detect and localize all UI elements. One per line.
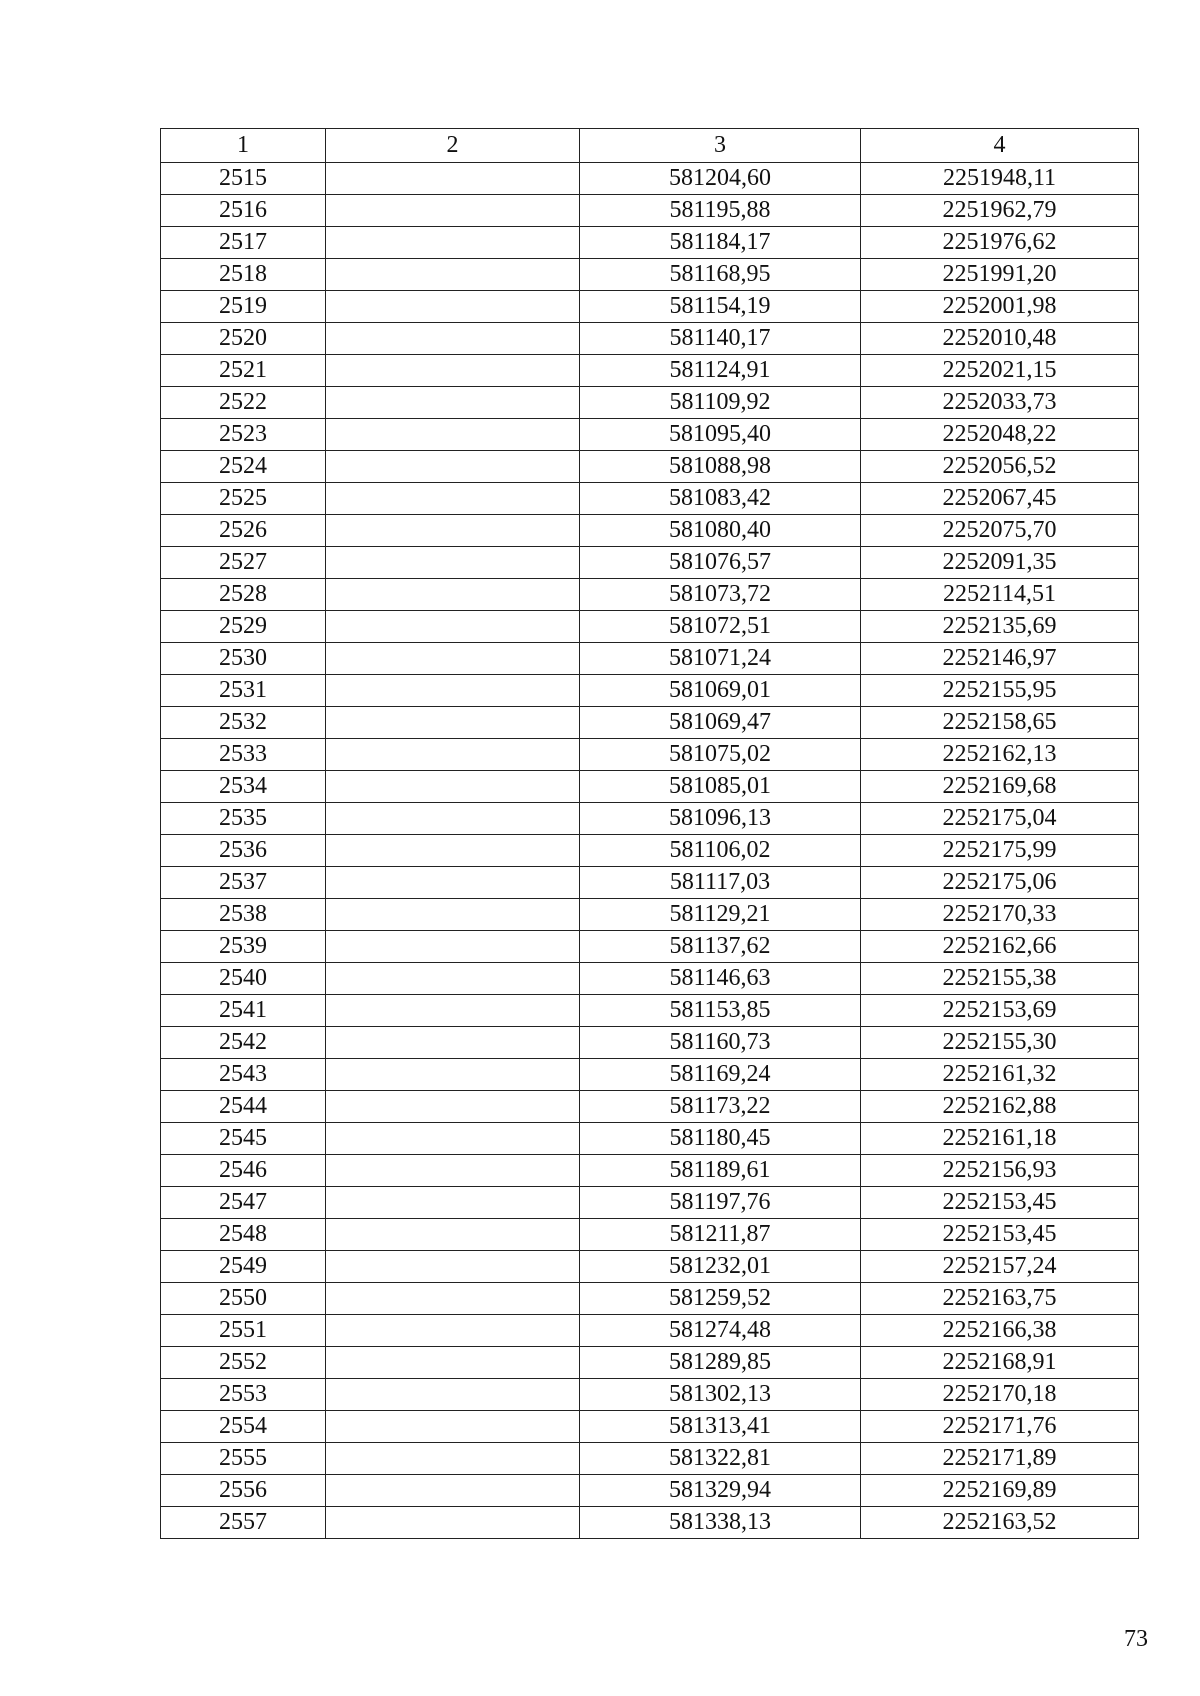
table-cell-col-4: 2251948,11 [861,163,1139,195]
column-header-3: 3 [580,129,861,163]
table-row [161,291,1139,323]
table-cell-col-3: 581117,03 [580,867,861,899]
table-cell-col-4: 2252155,38 [861,963,1139,995]
table-cell-col-2 [326,835,580,867]
table-cell-col-3: 581302,13 [580,1379,861,1411]
table-cell-col-4: 2252114,51 [861,579,1139,611]
table-cell-col-4: 2252162,88 [861,1091,1139,1123]
table-cell-col-2 [326,1187,580,1219]
table-row [161,995,1139,1027]
table-cell-col-2 [326,899,580,931]
table-cell-col-2 [326,1251,580,1283]
table-cell-col-3: 581096,13 [580,803,861,835]
table-cell-col-1: 2520 [161,323,326,355]
coordinates-table [160,128,1139,1539]
table-cell-col-1: 2530 [161,643,326,675]
table-cell-col-2 [326,291,580,323]
page-number: 73 [1124,1626,1148,1652]
table-cell-col-3: 581069,47 [580,707,861,739]
table-cell-col-4: 2252155,30 [861,1027,1139,1059]
table-cell-col-4: 2252155,95 [861,675,1139,707]
table-cell-col-1: 2545 [161,1123,326,1155]
table-cell-col-4: 2252169,68 [861,771,1139,803]
table-cell-col-1: 2527 [161,547,326,579]
table-row [161,643,1139,675]
table-cell-col-3: 581204,60 [580,163,861,195]
table-cell-col-1: 2546 [161,1155,326,1187]
table-cell-col-3: 581076,57 [580,547,861,579]
table-cell-col-2 [326,1091,580,1123]
table-cell-col-3: 581232,01 [580,1251,861,1283]
table-cell-col-1: 2553 [161,1379,326,1411]
table-row [161,771,1139,803]
table-cell-col-3: 581211,87 [580,1219,861,1251]
table-row [161,899,1139,931]
table-cell-col-4: 2252153,69 [861,995,1139,1027]
table-row [161,259,1139,291]
table-cell-col-4: 2252163,75 [861,1283,1139,1315]
table-cell-col-3: 581189,61 [580,1155,861,1187]
table-cell-col-3: 581313,41 [580,1411,861,1443]
table-cell-col-1: 2542 [161,1027,326,1059]
table-cell-col-1: 2532 [161,707,326,739]
table-cell-col-2 [326,1283,580,1315]
table-cell-col-4: 2252175,04 [861,803,1139,835]
table-cell-col-3: 581137,62 [580,931,861,963]
table-cell-col-4: 2252161,18 [861,1123,1139,1155]
table-row [161,195,1139,227]
table-cell-col-4: 2252162,13 [861,739,1139,771]
table-cell-col-3: 581259,52 [580,1283,861,1315]
table-cell-col-4: 2252170,33 [861,899,1139,931]
table-row [161,739,1139,771]
table-cell-col-4: 2252161,32 [861,1059,1139,1091]
table-cell-col-4: 2252156,93 [861,1155,1139,1187]
table-row [161,1379,1139,1411]
table-cell-col-4: 2252171,89 [861,1443,1139,1475]
table-cell-col-3: 581197,76 [580,1187,861,1219]
table-cell-col-1: 2555 [161,1443,326,1475]
table-cell-col-1: 2524 [161,451,326,483]
table-cell-col-3: 581153,85 [580,995,861,1027]
table-cell-col-2 [326,675,580,707]
table-cell-col-1: 2534 [161,771,326,803]
table-cell-col-3: 581075,02 [580,739,861,771]
table-cell-col-2 [326,1379,580,1411]
table-row [161,1155,1139,1187]
table-cell-col-2 [326,483,580,515]
table-row [161,963,1139,995]
table-cell-col-4: 2252153,45 [861,1187,1139,1219]
table-row [161,323,1139,355]
table-cell-col-4: 2252169,89 [861,1475,1139,1507]
table-cell-col-2 [326,611,580,643]
table-cell-col-3: 581160,73 [580,1027,861,1059]
table-row [161,1187,1139,1219]
table-cell-col-4: 2252075,70 [861,515,1139,547]
table-cell-col-1: 2537 [161,867,326,899]
table-cell-col-1: 2554 [161,1411,326,1443]
table-cell-col-1: 2551 [161,1315,326,1347]
table-row [161,163,1139,195]
table-cell-col-2 [326,1027,580,1059]
table-cell-col-2 [326,419,580,451]
table-row [161,387,1139,419]
table-cell-col-2 [326,547,580,579]
table-row [161,835,1139,867]
table-cell-col-1: 2523 [161,419,326,451]
table-row [161,1219,1139,1251]
table-cell-col-2 [326,931,580,963]
column-header-2: 2 [326,129,580,163]
table-cell-col-1: 2526 [161,515,326,547]
table-row [161,867,1139,899]
table-cell-col-2 [326,451,580,483]
table-row [161,515,1139,547]
table-cell-col-2 [326,803,580,835]
table-row [161,707,1139,739]
table-cell-col-2 [326,227,580,259]
table-row [161,1283,1139,1315]
table-cell-col-2 [326,1475,580,1507]
table-cell-col-2 [326,1219,580,1251]
table-cell-col-1: 2541 [161,995,326,1027]
table-cell-col-2 [326,867,580,899]
table-cell-col-1: 2522 [161,387,326,419]
table-cell-col-3: 581083,42 [580,483,861,515]
table-row [161,1411,1139,1443]
table-row [161,419,1139,451]
table-cell-col-4: 2252168,91 [861,1347,1139,1379]
table-cell-col-4: 2252048,22 [861,419,1139,451]
table-row [161,451,1139,483]
table-cell-col-4: 2252146,97 [861,643,1139,675]
table-cell-col-3: 581071,24 [580,643,861,675]
table-cell-col-2 [326,995,580,1027]
table-cell-col-1: 2550 [161,1283,326,1315]
table-row [161,1443,1139,1475]
table-cell-col-4: 2252153,45 [861,1219,1139,1251]
table-cell-col-3: 581088,98 [580,451,861,483]
table-cell-col-3: 581169,24 [580,1059,861,1091]
table-cell-col-1: 2538 [161,899,326,931]
column-header-1: 1 [161,129,326,163]
table-cell-col-4: 2252021,15 [861,355,1139,387]
table-cell-col-2 [326,771,580,803]
table-cell-col-1: 2518 [161,259,326,291]
table-cell-col-3: 581146,63 [580,963,861,995]
header-row [161,129,1139,163]
table-cell-col-2 [326,259,580,291]
table-cell-col-1: 2531 [161,675,326,707]
table-cell-col-2 [326,1347,580,1379]
table-cell-col-2 [326,1059,580,1091]
table-cell-col-4: 2251991,20 [861,259,1139,291]
table-cell-col-4: 2252175,99 [861,835,1139,867]
table-cell-col-3: 581322,81 [580,1443,861,1475]
table-row [161,1059,1139,1091]
table-cell-col-2 [326,1507,580,1539]
table-cell-col-3: 581080,40 [580,515,861,547]
table-cell-col-1: 2543 [161,1059,326,1091]
table-cell-col-3: 581338,13 [580,1507,861,1539]
table-row [161,675,1139,707]
table-cell-col-2 [326,323,580,355]
table-cell-col-2 [326,355,580,387]
table-row [161,1251,1139,1283]
table-header [161,129,1139,163]
table-cell-col-1: 2544 [161,1091,326,1123]
table-cell-col-4: 2252010,48 [861,323,1139,355]
table-cell-col-2 [326,1155,580,1187]
table-cell-col-4: 2252135,69 [861,611,1139,643]
table-cell-col-3: 581329,94 [580,1475,861,1507]
table-cell-col-1: 2552 [161,1347,326,1379]
table-row [161,579,1139,611]
table-row [161,803,1139,835]
table-row [161,1507,1139,1539]
table-row [161,1091,1139,1123]
table-cell-col-3: 581168,95 [580,259,861,291]
table-cell-col-3: 581124,91 [580,355,861,387]
table-row [161,227,1139,259]
table-cell-col-4: 2252158,65 [861,707,1139,739]
table-cell-col-3: 581195,88 [580,195,861,227]
table-cell-col-2 [326,963,580,995]
table-cell-col-2 [326,1411,580,1443]
table-cell-col-2 [326,387,580,419]
table-cell-col-4: 2252163,52 [861,1507,1139,1539]
table-cell-col-1: 2536 [161,835,326,867]
table-cell-col-2 [326,1123,580,1155]
table-cell-col-2 [326,163,580,195]
table-cell-col-1: 2540 [161,963,326,995]
table-cell-col-3: 581072,51 [580,611,861,643]
table-row [161,483,1139,515]
table-cell-col-1: 2557 [161,1507,326,1539]
table-cell-col-1: 2556 [161,1475,326,1507]
table-cell-col-1: 2516 [161,195,326,227]
table-cell-col-4: 2252033,73 [861,387,1139,419]
table-cell-col-3: 581106,02 [580,835,861,867]
table-cell-col-4: 2251962,79 [861,195,1139,227]
table-row [161,1123,1139,1155]
table-cell-col-2 [326,195,580,227]
table-cell-col-3: 581180,45 [580,1123,861,1155]
table-cell-col-1: 2533 [161,739,326,771]
table-cell-col-3: 581073,72 [580,579,861,611]
table-row [161,611,1139,643]
table-cell-col-4: 2252162,66 [861,931,1139,963]
table-cell-col-2 [326,515,580,547]
table-cell-col-3: 581069,01 [580,675,861,707]
table-row [161,931,1139,963]
table-cell-col-4: 2251976,62 [861,227,1139,259]
table-cell-col-3: 581274,48 [580,1315,861,1347]
table-cell-col-4: 2252056,52 [861,451,1139,483]
table-cell-col-4: 2252067,45 [861,483,1139,515]
table-cell-col-3: 581129,21 [580,899,861,931]
column-header-4: 4 [861,129,1139,163]
table-cell-col-4: 2252157,24 [861,1251,1139,1283]
table-row [161,547,1139,579]
table-row [161,1315,1139,1347]
table-cell-col-2 [326,1315,580,1347]
table-cell-col-1: 2539 [161,931,326,963]
table-cell-col-1: 2517 [161,227,326,259]
table-cell-col-3: 581184,17 [580,227,861,259]
table-row [161,1027,1139,1059]
table-cell-col-2 [326,643,580,675]
table-cell-col-4: 2252001,98 [861,291,1139,323]
table-cell-col-3: 581085,01 [580,771,861,803]
table-row [161,355,1139,387]
table-cell-col-1: 2515 [161,163,326,195]
table-cell-col-3: 581095,40 [580,419,861,451]
table-cell-col-2 [326,1443,580,1475]
table-cell-col-4: 2252175,06 [861,867,1139,899]
table-cell-col-4: 2252091,35 [861,547,1139,579]
table-cell-col-2 [326,707,580,739]
table-cell-col-3: 581289,85 [580,1347,861,1379]
table-body [161,163,1139,1539]
table-cell-col-2 [326,579,580,611]
table-cell-col-3: 581173,22 [580,1091,861,1123]
table-cell-col-1: 2547 [161,1187,326,1219]
table-cell-col-2 [326,739,580,771]
table-cell-col-1: 2529 [161,611,326,643]
table-cell-col-4: 2252170,18 [861,1379,1139,1411]
table-cell-col-1: 2549 [161,1251,326,1283]
table-cell-col-4: 2252171,76 [861,1411,1139,1443]
table-cell-col-1: 2521 [161,355,326,387]
table-cell-col-3: 581109,92 [580,387,861,419]
table-row [161,1347,1139,1379]
table-cell-col-1: 2548 [161,1219,326,1251]
table-cell-col-3: 581140,17 [580,323,861,355]
table-cell-col-1: 2528 [161,579,326,611]
table-cell-col-1: 2535 [161,803,326,835]
table-row [161,1475,1139,1507]
table-cell-col-1: 2519 [161,291,326,323]
table-cell-col-1: 2525 [161,483,326,515]
table-cell-col-4: 2252166,38 [861,1315,1139,1347]
table-cell-col-3: 581154,19 [580,291,861,323]
